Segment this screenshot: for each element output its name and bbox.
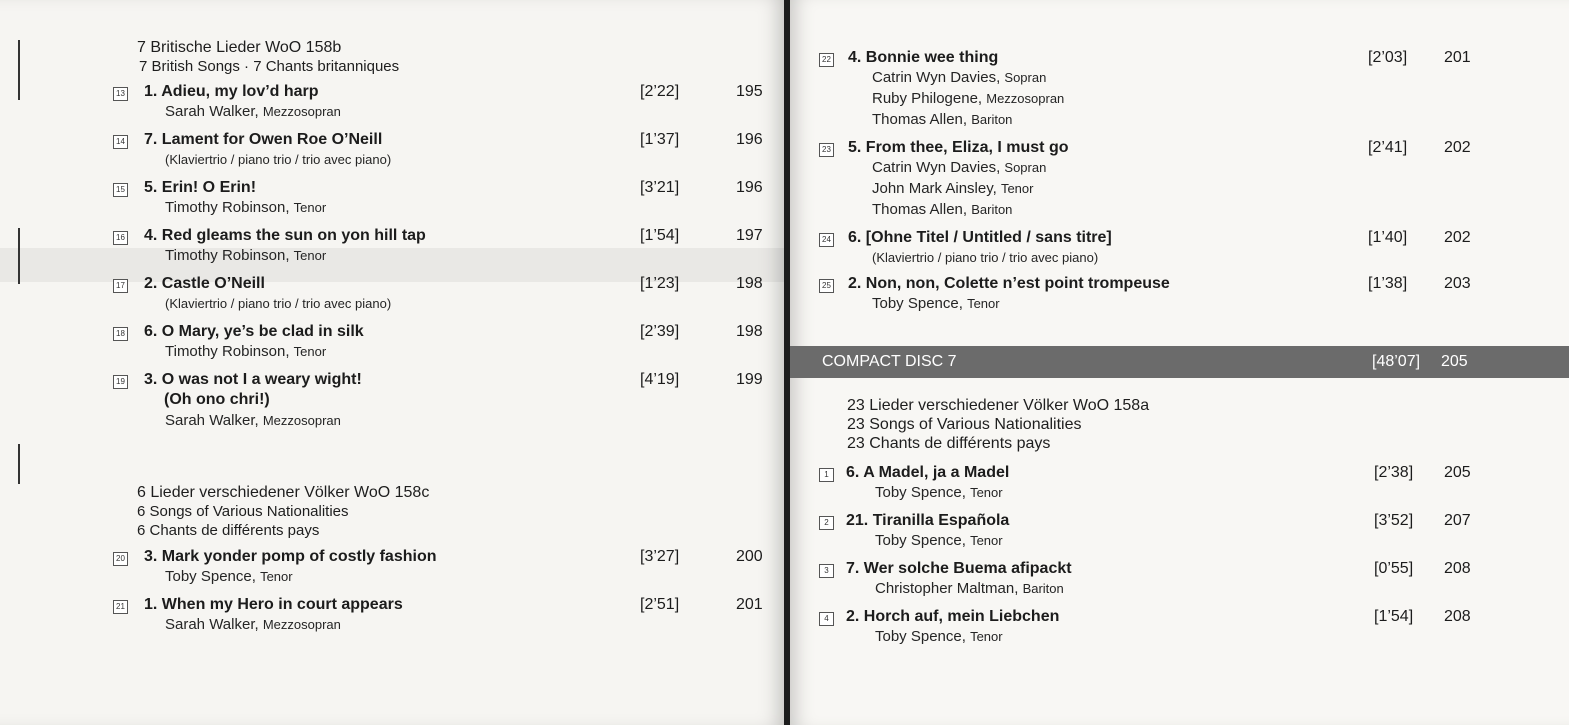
performer-name: Sarah Walker, bbox=[165, 616, 259, 633]
track-title: 7. Lament for Owen Roe O’Neill bbox=[144, 131, 383, 148]
track-duration: [2’51] bbox=[640, 596, 680, 613]
group-subtitle: 6 Chants de différents pays bbox=[137, 522, 320, 539]
performer-name: Christopher Maltman, bbox=[875, 580, 1019, 597]
performer-role: Tenor bbox=[260, 569, 293, 584]
track-number-box: 13 bbox=[113, 87, 128, 101]
track-number-box: 17 bbox=[113, 279, 128, 293]
performer-name: Toby Spence, bbox=[875, 484, 966, 501]
track-duration: [1’40] bbox=[1368, 229, 1408, 246]
track-page: 196 bbox=[736, 179, 763, 196]
group-subtitle: 7 British Songs · 7 Chants britanniques bbox=[139, 58, 400, 75]
track-number-box: 16 bbox=[113, 231, 128, 245]
track-title: 2. Non, non, Colette n’est point trompeuse bbox=[848, 275, 1170, 292]
performer-name: Timothy Robinson, bbox=[165, 199, 290, 216]
track-duration: [1’54] bbox=[1374, 608, 1414, 625]
performer bbox=[872, 180, 1033, 197]
group-header bbox=[137, 483, 429, 540]
track-duration: [2’38] bbox=[1374, 464, 1414, 481]
group-subtitle: 6 Songs of Various Nationalities bbox=[137, 503, 349, 520]
performer bbox=[872, 111, 1012, 128]
track-number-box: 22 bbox=[819, 53, 834, 67]
performer-role: (Klaviertrio / piano trio / trio avec piano) bbox=[165, 296, 392, 311]
track-number-box: 14 bbox=[113, 135, 128, 149]
edge-mark bbox=[18, 40, 20, 100]
track-page: 201 bbox=[1444, 49, 1471, 66]
track-page: 202 bbox=[1444, 229, 1471, 246]
track-number-box: 15 bbox=[113, 183, 128, 197]
performer-role: Bariton bbox=[1022, 581, 1064, 596]
track-page: 207 bbox=[1444, 512, 1471, 529]
group-woo: WoO 158b bbox=[265, 39, 342, 56]
performer-role: (Klaviertrio / piano trio / trio avec piano) bbox=[165, 152, 392, 167]
track-title: 4. Red gleams the sun on yon hill tap bbox=[144, 227, 426, 244]
track-number-box: 1 bbox=[819, 468, 834, 482]
performer-name: Catrin Wyn Davies, bbox=[872, 69, 1001, 86]
track-title: 3. O was not I a weary wight! bbox=[144, 371, 362, 388]
performer-role: Mezzosopran bbox=[986, 91, 1065, 106]
performer-name: Timothy Robinson, bbox=[165, 247, 290, 264]
performer-role: Tenor bbox=[1000, 181, 1034, 196]
performer bbox=[165, 103, 341, 120]
performer-name: Thomas Allen, bbox=[872, 111, 968, 128]
disc-header bbox=[790, 346, 1569, 378]
track-page: 198 bbox=[736, 323, 763, 340]
performer bbox=[165, 295, 391, 312]
performer-name: Timothy Robinson, bbox=[165, 343, 290, 360]
performer bbox=[875, 628, 1003, 645]
disc-page: 205 bbox=[1441, 353, 1468, 370]
track-duration: [2’39] bbox=[640, 323, 680, 340]
performer bbox=[875, 484, 1003, 501]
track-number-box: 20 bbox=[113, 552, 128, 566]
track-number-box: 23 bbox=[819, 143, 834, 157]
track-title: 5. Erin! O Erin! bbox=[144, 179, 257, 196]
performer-name: John Mark Ainsley, bbox=[872, 180, 997, 197]
performer-role: Mezzosopran bbox=[262, 104, 341, 119]
group-header bbox=[137, 38, 399, 76]
track-page: 196 bbox=[736, 131, 763, 148]
track-duration: [2’41] bbox=[1368, 139, 1408, 156]
group-title: 6 Lieder verschiedener Völker bbox=[137, 484, 350, 501]
performer bbox=[165, 199, 326, 216]
disc-duration: [48’07] bbox=[1372, 353, 1421, 370]
track-page: 198 bbox=[736, 275, 763, 292]
track-title: 7. Wer solche Buema afipackt bbox=[846, 560, 1072, 577]
performer bbox=[165, 151, 391, 168]
track-page: 205 bbox=[1444, 464, 1471, 481]
group-woo: WoO 158c bbox=[354, 484, 430, 501]
track-number-box: 4 bbox=[819, 612, 834, 626]
track-duration: [2’03] bbox=[1368, 49, 1408, 66]
performer-role: Sopran bbox=[1004, 160, 1047, 175]
performer-role: Bariton bbox=[971, 112, 1013, 127]
performer-name: Thomas Allen, bbox=[872, 201, 968, 218]
performer bbox=[872, 90, 1064, 107]
track-title: 4. Bonnie wee thing bbox=[848, 49, 999, 66]
performer-role: (Klaviertrio / piano trio / trio avec piano) bbox=[872, 250, 1099, 265]
performer-role: Tenor bbox=[970, 533, 1003, 548]
performer-name: Sarah Walker, bbox=[165, 103, 259, 120]
performer bbox=[165, 343, 326, 360]
track-title: 2. Horch auf, mein Liebchen bbox=[846, 608, 1060, 625]
track-page: 208 bbox=[1444, 560, 1471, 577]
track-number-box: 24 bbox=[819, 233, 834, 247]
track-title: 1. When my Hero in court appears bbox=[144, 596, 403, 613]
track-title: 6. A Madel, ja a Madel bbox=[846, 464, 1010, 481]
track-title: 5. From thee, Eliza, I must go bbox=[848, 139, 1069, 156]
track-page: 202 bbox=[1444, 139, 1471, 156]
performer-role: Mezzosopran bbox=[262, 413, 341, 428]
performer bbox=[165, 568, 293, 585]
performer-role: Sopran bbox=[1004, 70, 1047, 85]
track-page: 208 bbox=[1444, 608, 1471, 625]
track-page: 201 bbox=[736, 596, 763, 613]
performer bbox=[872, 69, 1046, 86]
performer-role: Mezzosopran bbox=[262, 617, 341, 632]
performer-name: Toby Spence, bbox=[872, 295, 963, 312]
right-page bbox=[790, 0, 1569, 725]
track-duration: [1’23] bbox=[640, 275, 680, 292]
performer-role: Tenor bbox=[293, 248, 327, 263]
track-duration: [0’55] bbox=[1374, 560, 1414, 577]
track-page: 197 bbox=[736, 227, 763, 244]
track-title: 2. Castle O’Neill bbox=[144, 275, 265, 292]
track-duration: [4’19] bbox=[640, 371, 680, 388]
performer bbox=[875, 532, 1003, 549]
performer-role: Tenor bbox=[293, 200, 327, 215]
performer-name: Ruby Philogene, bbox=[872, 90, 983, 107]
track-number-box: 19 bbox=[113, 375, 128, 389]
track-page: 199 bbox=[736, 371, 763, 388]
edge-mark bbox=[18, 228, 20, 284]
performer bbox=[872, 201, 1012, 218]
track-subtitle: (Oh ono chri!) bbox=[164, 391, 270, 408]
track-duration: [2’22] bbox=[640, 83, 680, 100]
performer-role: Tenor bbox=[293, 344, 327, 359]
track-duration: [3’27] bbox=[640, 548, 680, 565]
performer bbox=[872, 159, 1046, 176]
track-duration: [3’21] bbox=[640, 179, 680, 196]
track-title: 1. Adieu, my lov’d harp bbox=[144, 83, 319, 100]
performer-name: Sarah Walker, bbox=[165, 412, 259, 429]
group-subtitle: 23 Chants de différents pays bbox=[847, 435, 1051, 452]
track-duration: [1’54] bbox=[640, 227, 680, 244]
performer-role: Bariton bbox=[971, 202, 1013, 217]
performer bbox=[165, 247, 326, 264]
performer bbox=[165, 412, 341, 429]
track-title: 6. O Mary, ye’s be clad in silk bbox=[144, 323, 364, 340]
group-header bbox=[847, 396, 1149, 453]
track-number-box: 21 bbox=[113, 600, 128, 614]
track-page: 203 bbox=[1444, 275, 1471, 292]
performer bbox=[875, 580, 1064, 597]
track-number-box: 25 bbox=[819, 279, 834, 293]
track-page: 195 bbox=[736, 83, 763, 100]
performer bbox=[165, 616, 341, 633]
performer-role: Tenor bbox=[970, 629, 1003, 644]
performer-role: Tenor bbox=[967, 296, 1000, 311]
performer-name: Toby Spence, bbox=[875, 532, 966, 549]
performer-name: Toby Spence, bbox=[875, 628, 966, 645]
track-number-box: 3 bbox=[819, 564, 834, 578]
track-title: 21. Tiranilla Española bbox=[846, 512, 1010, 529]
track-number-box: 2 bbox=[819, 516, 834, 530]
track-page: 200 bbox=[736, 548, 763, 565]
track-duration: [3’52] bbox=[1374, 512, 1414, 529]
track-duration: [1’37] bbox=[640, 131, 680, 148]
track-title: 6. [Ohne Titel / Untitled / sans titre] bbox=[848, 229, 1112, 246]
group-subtitle: 23 Songs of Various Nationalities bbox=[847, 416, 1082, 433]
edge-mark bbox=[18, 444, 20, 484]
performer bbox=[872, 295, 1000, 312]
group-title: 23 Lieder verschiedener Völker WoO 158a bbox=[847, 397, 1150, 414]
performer-role: Tenor bbox=[970, 485, 1003, 500]
track-duration: [1’38] bbox=[1368, 275, 1408, 292]
performer-name: Catrin Wyn Davies, bbox=[872, 159, 1001, 176]
track-title: 3. Mark yonder pomp of costly fashion bbox=[144, 548, 437, 565]
performer-name: Toby Spence, bbox=[165, 568, 256, 585]
group-title: 7 Britische Lieder bbox=[137, 39, 261, 56]
track-number-box: 18 bbox=[113, 327, 128, 341]
performer bbox=[872, 249, 1098, 266]
disc-label: COMPACT DISC 7 bbox=[822, 353, 957, 370]
